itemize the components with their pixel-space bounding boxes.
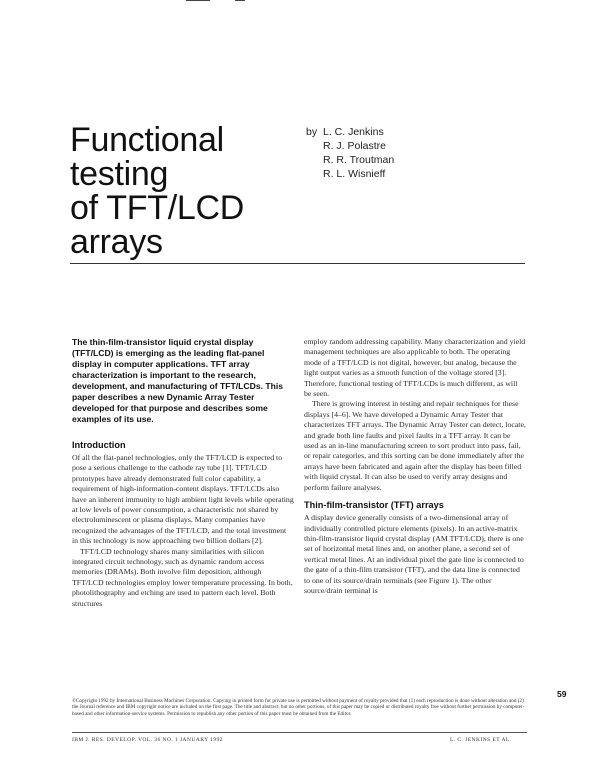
body-paragraph-3: A display device generally consists of a two-dimensional array of individually controlled picture elements (pixels). In an active-matrix thin-film-transistor liquid crystal display (AM TFT/LCD), there is one set of horizontal metal lines and, on another plane, a second set of vertical metal lines. At an individual pixel the gate line is connected to the gate of a thin-film transistor (TFT), and the data line is connected to one of its source/drain terminals (see Figure 1). The other source/drain terminal is xyxy=(304,513,524,595)
title-line-4: arrays xyxy=(70,223,163,261)
section-heading-introduction: Introduction xyxy=(72,440,126,450)
journal-reference: IBM J. RES. DEVELOP. VOL. 36 NO. 1 JANUARY 1992 xyxy=(72,737,223,743)
intro-paragraph-2: TFT/LCD technology shares many similarities with silicon integrated circuit technology, such as dynamic random access memories (DRAMs). Both involve film deposition, although TFT/LCD technologies employ lower temperature processing. In both, photolithography and etching are used to pattern each level. Both structures xyxy=(72,546,293,608)
title-line-2: testing xyxy=(70,155,169,193)
running-author: L. C. JENKINS ET AL. xyxy=(450,737,512,743)
title-line-3: of TFT/LCD xyxy=(70,189,244,227)
author-list xyxy=(323,125,394,181)
intro-paragraph-1: Of all the flat-panel technologies, only the TFT/LCD is expected to pose a serious challenge to the cathode ray tube [1]. TFT/LCD prototypes have already demonstrated full color capability, a requirement of high-information-content displays. TFT/LCDs also have an inherent immunity to high ambient light levels while operating at low levels of power consumption, a characteristic not shared by electroluminescent or plasma displays. Many companies have recognized the advantages of the TFT/LCD, and the total investment in this technology is now approaching two billion dollars [2]. xyxy=(72,453,294,546)
top-crop-mark xyxy=(186,0,210,1)
body-paragraph-2: There is growing interest in testing and repair techniques for these displays [4–6]. We have developed a Dynamic Array Tester that characterizes TFT arrays. The Dynamic Array Tester can detect, locate, and grade both line faults and pixel faults in a TFT array. It can be used as an in-line manufacturing screen to sort product into pass, fail, or repair categories, and this sorting can be done immediately after the arrays have been fabricated and again after the display has been filled with liquid crystal. It can also be used to verify array designs and perform failure analyses. xyxy=(304,399,526,492)
author-name: R. R. Troutman xyxy=(323,154,395,166)
by-label: by xyxy=(306,126,318,138)
top-crop-mark-2 xyxy=(235,0,245,1)
body-paragraph-1: employ random addressing capability. Many characterization and yield management techniques are also applicable to both. The operating mode of a TFT/LCD is not digital, however, but analog, because the light output varies as a smooth function of the voltage stored [3]. Therefore, functional testing of TFT/LCDs is much different, as will be seen. xyxy=(304,337,526,399)
right-column xyxy=(304,337,526,596)
copyright-footnote: ©Copyright 1992 by International Business Machines Corporation. Copying in printed form for private use is permitted without payment of royalty provided that (1) each reproduction is done without alteration and (2) the Journal reference and IBM copyright notice are included on the first page. The title and abstract, but no other portions, of this paper may be copied or distributed royalty free without further permission by computer-based and other information-service systems. Permission to republish any other portion of this paper must be obtained from the Editor. xyxy=(72,698,525,717)
author-name: L. C. Jenkins xyxy=(323,126,384,138)
footer-rule xyxy=(72,732,527,733)
title-line-1: Functional xyxy=(70,121,224,159)
section-heading-tft-arrays: Thin-film-transistor (TFT) arrays xyxy=(304,500,444,511)
title-rule xyxy=(70,263,525,264)
article-title xyxy=(70,123,310,259)
page-number: 59 xyxy=(557,689,567,699)
abstract: The thin-film-transistor liquid crystal display (TFT/LCD) is emerging as the leading flat-panel display in computer applications. TFT array characterization is important to the research, development, and manufacturing of TFT/LCDs. This paper describes a new Dynamic Array Tester developed for that purpose and describes some examples of its use. xyxy=(72,337,284,424)
author-name: R. L. Wisnieff xyxy=(323,168,386,180)
left-column xyxy=(72,337,294,609)
author-name: R. J. Polastre xyxy=(323,140,387,152)
